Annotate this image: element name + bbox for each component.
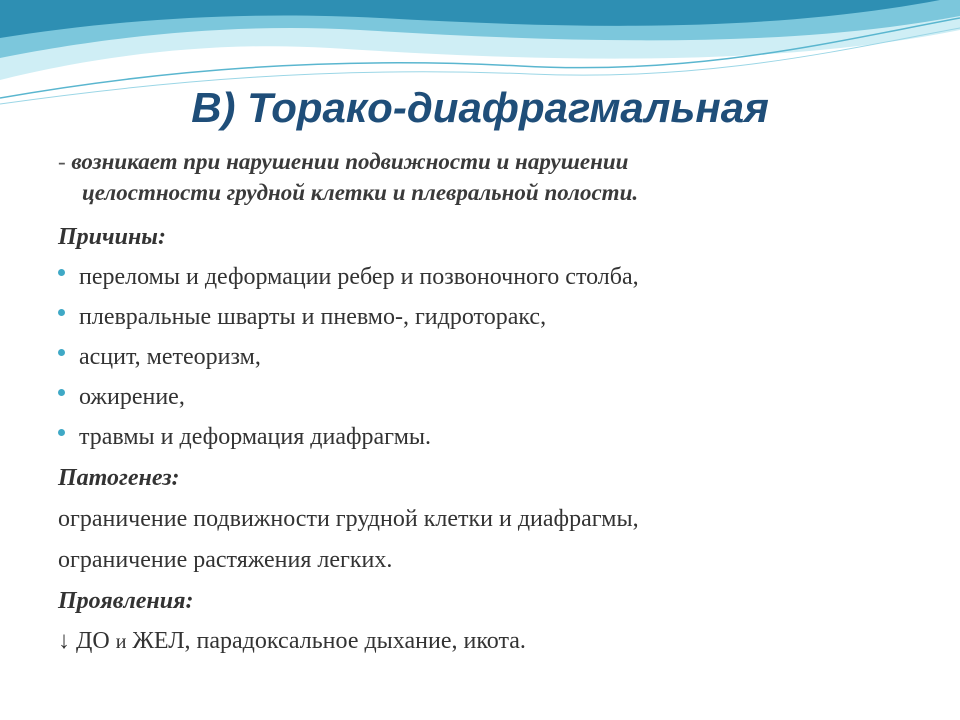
- cause-item: [58, 344, 261, 374]
- bullet-dot: [58, 349, 65, 356]
- cause-item: [58, 424, 431, 454]
- manifest-rest: ЖЕЛ, парадоксальное дыхание, икота.: [132, 628, 526, 654]
- cause-item: [58, 264, 639, 294]
- pathogenesis-line: ограничение подвижности грудной клетки и диафрагмы,: [58, 506, 639, 532]
- bullet-dot: [58, 389, 65, 396]
- decrease-arrow-icon: ↓: [58, 628, 70, 654]
- manifestations-heading: Проявления:: [58, 588, 194, 614]
- manifestations-line: [58, 628, 526, 655]
- cause-item-text: асцит, метеоризм,: [79, 344, 261, 370]
- bullet-dot: [58, 429, 65, 436]
- cause-item: [58, 384, 185, 414]
- pathogenesis-heading: Патогенез:: [58, 465, 180, 491]
- causes-heading: Причины:: [58, 224, 166, 250]
- cause-item-text: плевральные шварты и пневмо-, гидроторакс,: [79, 304, 547, 330]
- manifest-do: ДО: [76, 628, 110, 654]
- intro-line-1: возникает при нарушении подвижности и нарушении: [71, 149, 629, 174]
- intro-text: [58, 146, 918, 208]
- cause-item: [58, 304, 546, 334]
- manifest-conj: и: [115, 631, 127, 653]
- slide-title: В) Торако-диафрагмальная: [191, 84, 769, 131]
- intro-line-2: целостности грудной клетки и плевральной полости.: [82, 180, 639, 205]
- bullet-dot: [58, 269, 65, 276]
- intro-dash: -: [58, 149, 66, 174]
- bullet-dot: [58, 309, 65, 316]
- cause-item-text: переломы и деформации ребер и позвоночного столба,: [79, 264, 639, 290]
- cause-item-text: ожирение,: [79, 384, 185, 410]
- cause-item-text: травмы и деформация диафрагмы.: [79, 424, 432, 450]
- pathogenesis-line: ограничение растяжения легких.: [58, 547, 393, 573]
